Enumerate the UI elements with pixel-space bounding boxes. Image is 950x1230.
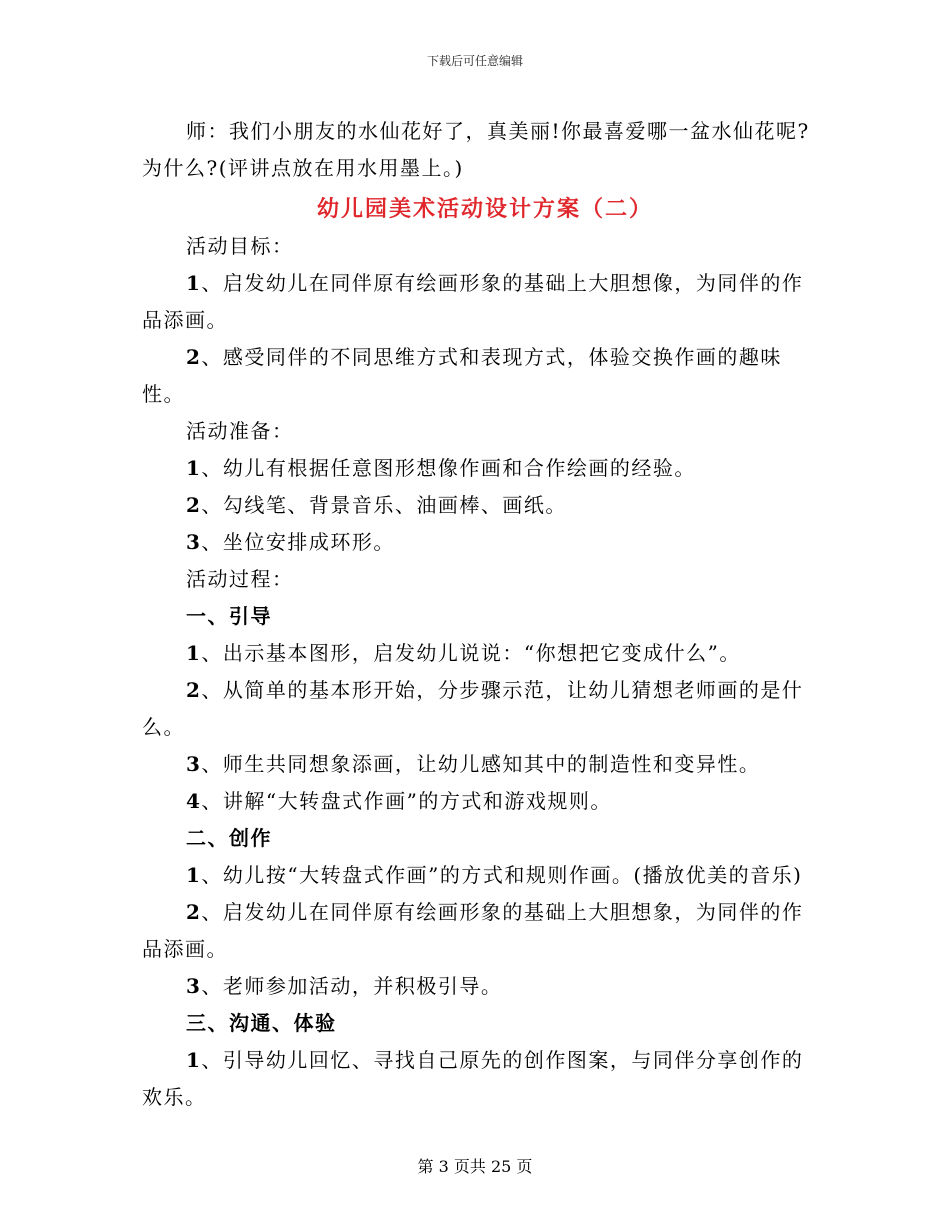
- prep-label: 活动准备：: [186, 419, 294, 443]
- section-heading-guide: 一、引导: [186, 604, 272, 628]
- guide-item-4: 4、讲解“大转盘式作画”的方式和游戏规则。: [186, 789, 612, 813]
- prep-item-3: 3、坐位安排成环形。: [186, 530, 395, 554]
- section-heading-share: 三、沟通、体验: [186, 1011, 337, 1035]
- guide-item-3: 3、师生共同想象添画，让幼儿感知其中的制造性和变异性。: [186, 752, 761, 776]
- goal-item-2: 2、感受同伴的不同思维方式和表现方式，体验交换作画的趣味性。: [142, 345, 782, 406]
- create-item-3: 3、老师参加活动，并积极引导。: [186, 974, 503, 998]
- prep-item-2: 2、勾线笔、背景音乐、油画棒、画纸。: [186, 493, 567, 517]
- page-footer: 第 3 页共 25 页: [417, 1157, 533, 1176]
- share-item-1: 1、引导幼儿回忆、寻找自己原先的创作图案，与同伴分享创作的欢乐。: [142, 1048, 804, 1109]
- guide-item-2: 2、从简单的基本形开始，分步骤示范，让幼儿猜想老师画的是什么。: [142, 678, 804, 739]
- process-label: 活动过程：: [186, 567, 294, 591]
- prep-item-1: 1、幼儿有根据任意图形想像作画和合作绘画的经验。: [186, 456, 696, 480]
- guide-item-1: 1、出示基本图形，启发幼儿说说：“你想把它变成什么”。: [186, 641, 741, 665]
- create-item-1: 1、幼儿按“大转盘式作画”的方式和规则作画。(播放优美的音乐): [186, 863, 803, 887]
- page-header: 下载后可任意编辑: [426, 54, 523, 68]
- goal-label: 活动目标：: [186, 234, 294, 258]
- goal-item-1: 1、启发幼儿在同伴原有绘画形象的基础上大胆想像，为同伴的作品添画。: [142, 271, 804, 332]
- paragraph-teacher-remark: 师：我们小朋友的水仙花好了，真美丽!你最喜爱哪一盆水仙花呢?为什么?(评讲点放在用水用墨上。): [142, 119, 810, 180]
- document-body: [142, 113, 822, 1116]
- section-title: 幼儿园美术活动设计方案（二）: [316, 196, 653, 222]
- section-heading-create: 二、创作: [186, 826, 272, 850]
- create-item-2: 2、启发幼儿在同伴原有绘画形象的基础上大胆想象，为同伴的作品添画。: [142, 900, 804, 961]
